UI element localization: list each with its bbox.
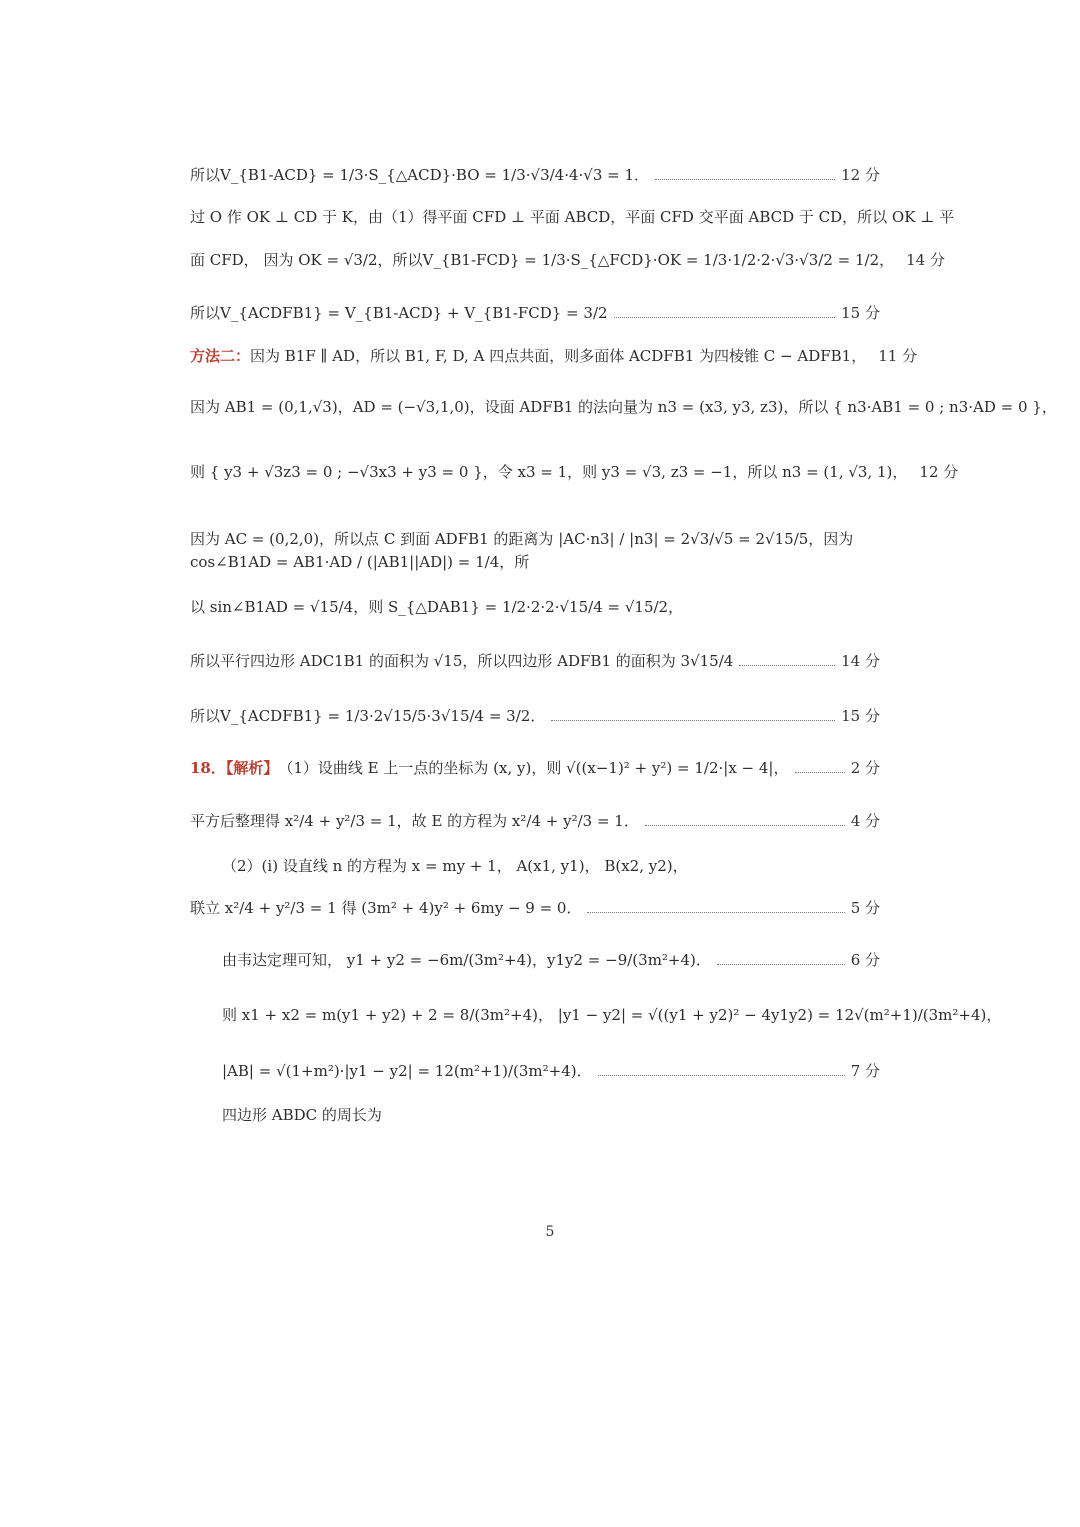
solution-line-15 [190, 899, 880, 917]
score-label: 14 分 [906, 251, 945, 269]
solution-line-17 [222, 1006, 1002, 1024]
score-label: 15 分 [841, 707, 880, 725]
line-text: 以 sin∠B1AD = √15/4，则 S_{△DAB1} = 1/2·2·2·√15/4 = √15/2， [190, 598, 684, 616]
solution-line-2 [190, 208, 955, 226]
line-text: 联立 x²/4 + y²/3 = 1 得 (3m² + 4)y² + 6my − 9 = 0． [190, 899, 582, 917]
line-text: |AB| = √(1+m²)·|y1 − y2| = 12(m²+1)/(3m²+4)． [222, 1062, 592, 1080]
dotted-leader [587, 912, 844, 913]
line-text: 面 CFD， 因为 OK = √3/2，所以V_{B1-FCD} = 1/3·S_{△FCD}·OK = 1/3·1/2·2·√3·√3/2 = 1/2， [190, 251, 895, 269]
line-text: 则 x1 + x2 = m(y1 + y2) + 2 = 8/(3m²+4)， |y1 − y2| = √((y1 + y2)² − 4y1y2) = 12√(m²+1)/(3m²+4)， [222, 1006, 1002, 1024]
line-text: 四边形 ABDC 的周长为 [222, 1106, 382, 1124]
line-text: 所以V_{B1-ACD} = 1/3·S_{△ACD}·BO = 1/3·√3/4·4·√3 = 1． [190, 166, 650, 184]
solution-line-13 [190, 812, 880, 830]
page-number: 5 [545, 1224, 555, 1240]
solution-line-19 [222, 1106, 880, 1124]
line-text: 因为 AC = (0,2,0)，所以点 C 到面 ADFB1 的距离为 |AC·n3| / |n3| = 2√3/√5 = 2√15/5，因为 cos∠B1AD = AB1·AD / (|AB1||AD|) = 1/4，所 [190, 530, 854, 571]
dotted-leader [739, 665, 835, 666]
dotted-leader [598, 1075, 845, 1076]
method-two-label: 方法二： [190, 347, 251, 365]
dotted-leader [717, 964, 845, 965]
solution-line-8 [190, 528, 880, 573]
line-text: 则 { y3 + √3z3 = 0 ; −√3x3 + y3 = 0 }，令 x3 = 1，则 y3 = √3, z3 = −1，所以 n3 = (1, √3, 1)， [190, 463, 908, 481]
score-label: 12 分 [919, 463, 959, 481]
problem-18-line [190, 759, 880, 777]
line-text: 由韦达定理可知， y1 + y2 = −6m/(3m²+4)，y1y2 = −9/(3m²+4)． [222, 951, 711, 969]
solution-line-11 [190, 707, 880, 725]
dotted-leader [551, 720, 835, 721]
method-two-line [190, 347, 918, 365]
dotted-leader [795, 772, 845, 773]
score-label: 15 分 [841, 304, 880, 322]
solution-line-16 [222, 951, 880, 969]
solution-line-10 [190, 652, 880, 670]
score-label: 4 分 [850, 812, 880, 830]
score-label: 12 分 [841, 166, 880, 184]
solution-line-4 [190, 304, 880, 322]
solution-line-3 [190, 251, 945, 269]
line-text: 所以V_{ACDFB1} = V_{B1-ACD} + V_{B1-FCD} = 3/2 [190, 304, 608, 322]
dotted-leader [614, 317, 836, 318]
dotted-leader [645, 825, 845, 826]
score-label: 2 分 [850, 759, 880, 777]
score-label: 6 分 [850, 951, 880, 969]
line-text: （2）(i) 设直线 n 的方程为 x = my + 1， A(x1, y1)， B(x2, y2)， [222, 857, 688, 875]
solution-line-7 [190, 463, 959, 481]
score-label: 7 分 [850, 1062, 880, 1080]
problem-18-label: 18．【解析】 [190, 759, 279, 777]
score-label: 14 分 [841, 652, 880, 670]
line-text: 因为 AB1 = (0,1,√3)，AD = (−√3,1,0)，设面 ADFB1 的法向量为 n3 = (x3, y3, z3)，所以 { n3·AB1 = 0 ; n3·AD = 0 }， [190, 398, 1057, 416]
score-label: 5 分 [850, 899, 880, 917]
line-text: 所以平行四边形 ADC1B1 的面积为 √15，所以四边形 ADFB1 的面积为 3√15/4 [190, 652, 734, 670]
line-text: 过 O 作 OK ⊥ CD 于 K，由（1）得平面 CFD ⊥ 平面 ABCD，平面 CFD 交平面 ABCD 于 CD，所以 OK ⊥ 平 [190, 208, 955, 226]
line-text: 因为 B1F ∥ AD，所以 B1, F, D, A 四点共面，则多面体 ACDFB1 为四棱锥 C − ADFB1， [250, 347, 867, 365]
line-text: 平方后整理得 x²/4 + y²/3 = 1，故 E 的方程为 x²/4 + y²/3 = 1． [190, 812, 639, 830]
line-text: 所以V_{ACDFB1} = 1/3·2√15/5·3√15/4 = 3/2． [190, 707, 546, 725]
solution-line-9 [190, 598, 880, 616]
dotted-leader [655, 179, 835, 180]
score-label: 11 分 [878, 347, 918, 365]
solution-line-1 [190, 166, 880, 184]
solution-line-18 [222, 1062, 880, 1080]
solution-line-14 [222, 857, 880, 875]
solution-line-6 [190, 398, 1057, 416]
line-text: （1）设曲线 E 上一点的坐标为 (x, y)，则 √((x−1)² + y²) = 1/2·|x − 4|， [278, 759, 789, 777]
